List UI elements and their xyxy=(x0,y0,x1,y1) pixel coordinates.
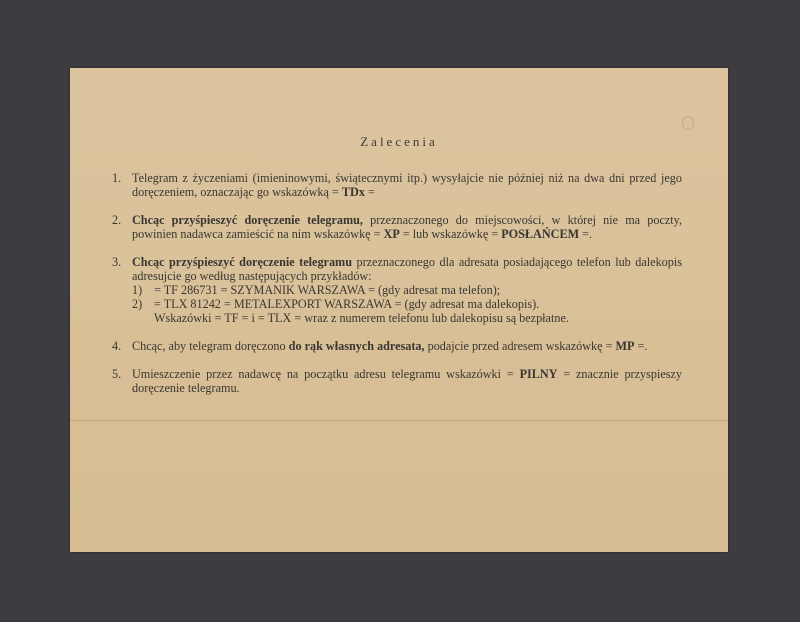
example-number: 2) xyxy=(132,297,143,311)
item-text: podajcie przed adresem wskazówkę = xyxy=(424,339,616,353)
item-emphasis: do rąk własnych adresata, xyxy=(288,339,425,353)
item-emphasis: Chcąc przyśpieszyć doręczenie telegramu, xyxy=(132,213,363,227)
item-text: przeznaczonego do miejscowości, w której nie ma poczty, powinien nadawca zamieścić na nim wskazówkę = xyxy=(132,213,682,241)
list-item-2 xyxy=(112,213,682,241)
item-number: 4. xyxy=(112,339,122,353)
list-item-5 xyxy=(112,367,682,395)
item-emphasis: Chcąc przyśpieszyć doręczenie telegramu xyxy=(132,255,352,269)
example-text: = TLX 81242 = METALEXPORT WARSZAWA = (gdy adresat ma dalekopis). xyxy=(154,297,540,311)
item-number: 3. xyxy=(112,255,122,269)
item-text: przeznaczonego dla adresata posiadającego telefon lub dalekopis adresujcie go według następujących przykładów: xyxy=(132,255,682,283)
item-code: PILNY xyxy=(519,367,558,381)
item-text: Chcąc, aby telegram doręczono xyxy=(132,339,289,353)
item-number: 2. xyxy=(112,213,122,227)
item-code: TDx xyxy=(341,185,365,199)
item-code: XP xyxy=(383,227,400,241)
paper-fold-line xyxy=(70,420,728,421)
item-number: 5. xyxy=(112,367,122,381)
item-number: 1. xyxy=(112,171,122,185)
item-text: =. xyxy=(579,227,593,241)
item-text: = xyxy=(364,185,375,199)
example-number: 1) xyxy=(132,283,143,297)
list-item-3 xyxy=(112,255,682,325)
item-text: Umieszczenie przez nadawcę na początku adresu telegramu wskazówki = xyxy=(132,367,520,381)
recommendations-list xyxy=(112,171,682,409)
item-text: =. xyxy=(634,339,648,353)
item-text: Telegram z życzeniami (imieninowymi, świątecznymi itp.) wysyłajcie nie później niż na dwa dni przed jego doręczeniem, oznaczając go wskazówką = xyxy=(132,171,682,199)
telegram-form-back xyxy=(70,68,728,552)
document-title: Zalecenia xyxy=(360,134,438,149)
item-code: MP xyxy=(615,339,635,353)
item-code: POSŁAŃCEM xyxy=(501,227,580,241)
list-item-4 xyxy=(112,339,682,353)
example-1 xyxy=(132,283,682,297)
item-note: Wskazówki = TF = i = TLX = wraz z numerem telefonu lub dalekopisu są bezpłatne. xyxy=(154,311,569,325)
item-text: = lub wskazówkę = xyxy=(399,227,502,241)
example-text: = TF 286731 = SZYMANIK WARSZAWA = (gdy adresat ma telefon); xyxy=(154,283,501,297)
list-item-1 xyxy=(112,171,682,199)
stamp-mark-icon xyxy=(682,116,694,130)
example-2 xyxy=(132,297,682,311)
item-text: = znacznie przyspieszy doręczenie telegramu. xyxy=(132,367,683,395)
